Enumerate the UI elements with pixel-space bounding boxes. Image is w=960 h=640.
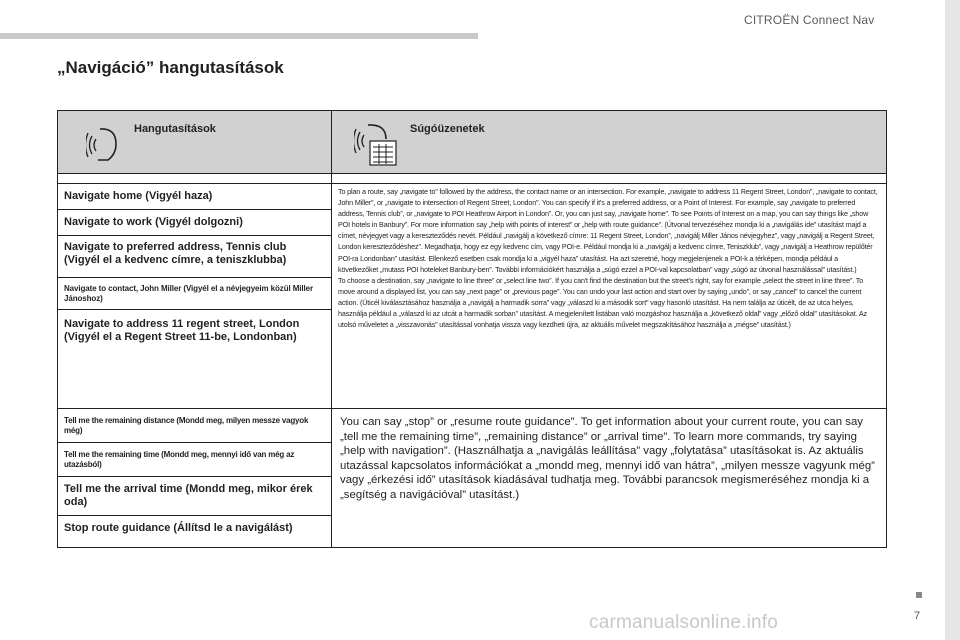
- voice-help-icon: [354, 121, 402, 167]
- page-number: 7: [914, 610, 921, 622]
- header-cell-help: [332, 111, 887, 174]
- page-edge-bar: [945, 0, 960, 640]
- header-label-help: Súgóüzenetek: [410, 123, 485, 135]
- voice-command-icon: [86, 124, 122, 164]
- help-text-paragraph: To choose a destination, say „navigate to line three” or „select line two”. If you can't find the destination but the street's right, say for example „select the street in line three”. To move around a displayed list, you can say „next page” or „previous page”. You can undo your last action and start over by saying „undo”, or say „cancel” to cancel the current action. (Úticél kiválasztásához használja a „navigálj a harmadik sorra” vagy „válaszd ki a második sort” vagy hasonló utasítást. Ha nem találja az úticélt, de az utca helyes, használja például a „válaszd ki az utcát a harmadik sorban” utasítást. A megjelenített listában való mozgáshoz használja a „következő oldal” vagy „előző oldal” utasításokat. Az utolsó műveletet a „visszavonás” utasítással vonhatja vissza vagy kezdheti újra, az aktuális művelet megszakításához használja a „mégse” utasítást.): [338, 275, 867, 330]
- table-spacer-row: [58, 174, 887, 184]
- help-text-paragraph: To plan a route, say „navigate to” followed by the address, the contact name or an intersection. For example, „navigate to address 11 Regent Street, London”, „navigate to contact, John Miller”, or „navigate to intersection of Regent Street, London”. You can specify if it's a preferred address, or a Point of Interest. For example, say „navigate to preferred address, Tennis club”, or „navigate to POI Heathrow Airport in London”. Or, you can just say, „navigate home”. To see Points of Interest on a map, you can say things like „show POI hotels in Banbury”. For more information say „help with points of interest” or „help with route guidance”. (Útvonal tervezéséhez mondja ki a „navigálás ide” utasítást majd a címet, névjegyet vagy a kereszteződés nevét. Például „navigálj a következő címre: 11 Regent Street, London”, „navigálj Miller János névjegyhez”, vagy „navigálj a Regent Street, London kereszteződéshez”. Megadhatja, hogy ez egy kedvenc cím, vagy POI-e. Például mondja ki a „navigálj a kedvenc címre, Teniszklub”, vagy „navigálj a Heathrow repülőtér POI-ra Londonban” utasítást. Ellenkező esetben csak mondja ki a „vigyél haza” utasítást. Ha azt szeretné, hogy megjelenjenek a POI-k a térképen, mondja például a következőket „mutass POI hoteleket Banbury-ben”. További információkért használja a „súgó ezzel a POI-val kapcsolatban” vagy „súgó az útvonal használással” utasítást.): [338, 187, 878, 274]
- help-cell-group2: You can say „stop” or „resume route guidance”. To get information about your current route, you can say „tell me the remaining time”, „remaining distance” or „arrival time”. To learn more commands, try saying „help with navigation”. (Használhatja a „navigálás leállítása” vagy „folytatása” utasításokat is. Az aktuális utazással kapcsolatos információkat a „mondd meg, mennyi idő van hátra”, „milyen messze vagyunk még” vagy „érkezési idő” utasítások kiadásával tudhatja meg. További parancsok megismeréséhez mondja ki a „segítség a navigációval” utasítást.): [332, 409, 887, 548]
- command-cell: Tell me the remaining distance (Mondd meg, milyen messze vagyok még): [58, 409, 332, 443]
- command-cell: Navigate to contact, John Miller (Vigyél el a névjegyeim közül Miller Jánoshoz): [58, 278, 332, 310]
- voice-commands-table: [57, 110, 887, 548]
- command-cell: Navigate home (Vigyél haza): [58, 184, 332, 210]
- command-cell: Navigate to preferred address, Tennis club (Vigyél el a kedvenc címre, a teniszklubba): [58, 236, 332, 278]
- command-cell: Stop route guidance (Állítsd le a navigálást): [58, 516, 332, 548]
- header-brand: CITROËN Connect Nav: [744, 13, 875, 27]
- help-cell-group1: [332, 184, 887, 409]
- command-cell: Tell me the arrival time (Mondd meg, mikor érek oda): [58, 477, 332, 516]
- command-cell: Navigate to address 11 regent street, London (Vigyél el a Regent Street 11-be, Londonban): [58, 310, 332, 409]
- watermark: carmanualsonline.info: [589, 612, 779, 633]
- command-cell: Tell me the remaining time (Mondd meg, mennyi idő van még az utazásból): [58, 443, 332, 477]
- table-row: [58, 409, 887, 443]
- header-rule: [0, 33, 478, 39]
- table-header-row: [58, 111, 887, 174]
- header-label-commands: Hangutasítások: [134, 123, 216, 135]
- header-cell-commands: [58, 111, 332, 174]
- table-row: [58, 184, 887, 210]
- page-title: „Navigáció” hangutasítások: [57, 58, 284, 77]
- command-cell: Navigate to work (Vigyél dolgozni): [58, 210, 332, 236]
- footer-marker: [916, 592, 922, 598]
